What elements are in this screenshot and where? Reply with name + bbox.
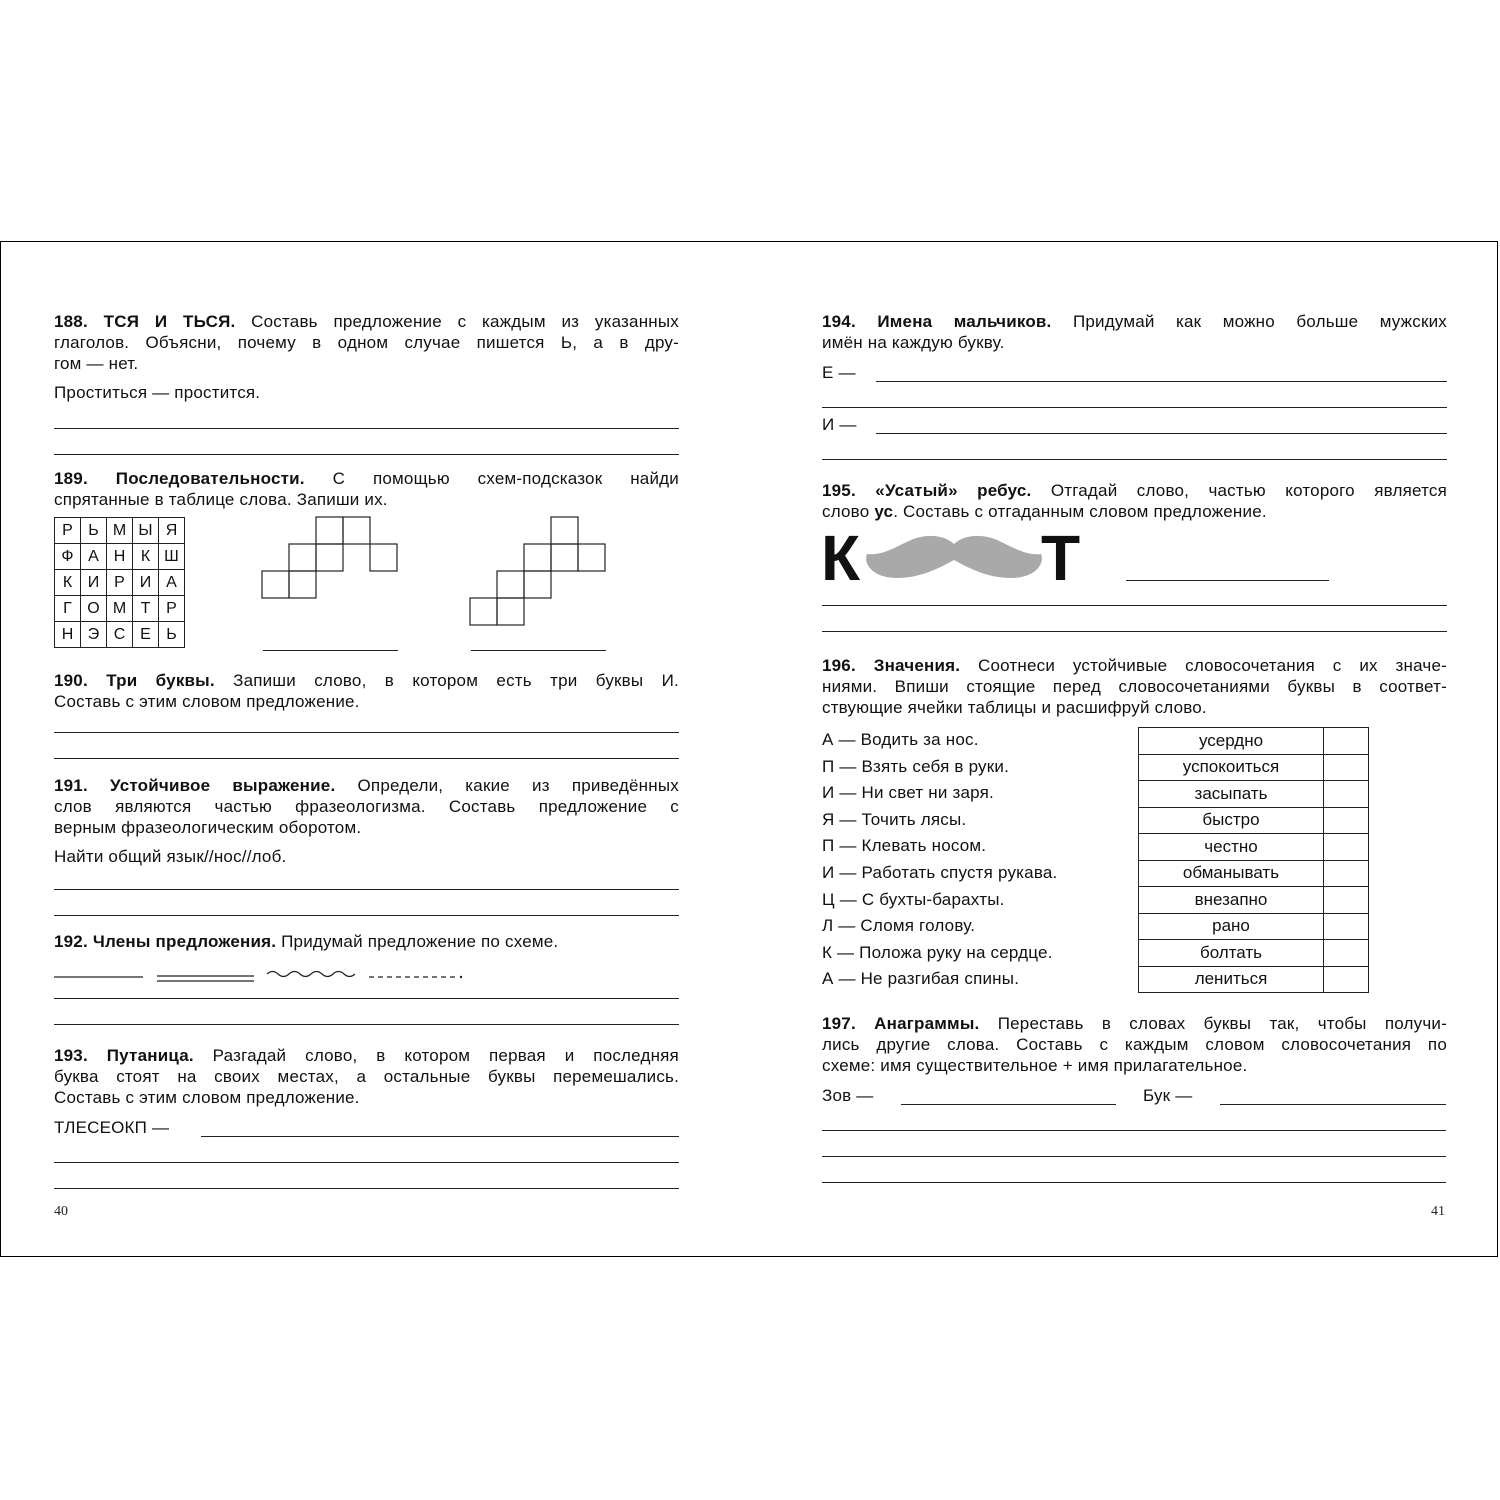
answer-line[interactable] <box>54 758 679 759</box>
exercise-example: Проститься — простится. <box>54 383 261 402</box>
exercise-188 <box>54 311 679 403</box>
exercise-text: схеме: имя существительное + имя прилагательное. <box>822 1056 1248 1075</box>
exercise-189 <box>54 468 679 510</box>
page-number: 41 <box>1431 1204 1445 1219</box>
exercise-196 <box>822 655 1447 718</box>
exercise-title: Анаграммы. <box>874 1014 980 1033</box>
answer-line[interactable] <box>876 433 1447 434</box>
mustache-icon <box>863 534 1045 582</box>
exercise-text: Придумай как можно больше мужских <box>1072 312 1447 331</box>
anagram-word: Зов — <box>822 1086 874 1105</box>
answer-line[interactable] <box>54 732 679 733</box>
grid-cell: Ш <box>159 544 185 570</box>
grid-row <box>55 518 185 544</box>
book-spread <box>0 241 1498 1257</box>
grid-cell: А <box>159 570 185 596</box>
meaning-cell: засыпать <box>1139 781 1324 808</box>
grid-cell: Ы <box>133 518 159 544</box>
table-row <box>1139 940 1369 967</box>
exercise-text: Переставь в словах буквы так, чтобы получи- <box>997 1014 1447 1033</box>
meaning-cell: лениться <box>1139 966 1324 993</box>
exercise-number: 188. <box>54 312 88 331</box>
exercise-text: спрятанные в таблице слова. Запиши их. <box>54 490 388 509</box>
answer-line[interactable] <box>201 1136 679 1137</box>
grid-row <box>55 622 185 648</box>
exercise-title: Значения. <box>873 656 961 675</box>
exercise-number: 197. <box>822 1014 856 1033</box>
answer-line[interactable] <box>822 1156 1446 1157</box>
answer-line[interactable] <box>263 650 398 651</box>
grid-cell: К <box>133 544 159 570</box>
grid-row <box>55 570 185 596</box>
table-row <box>1139 887 1369 914</box>
meaning-cell: болтать <box>1139 940 1324 967</box>
meaning-cell: успокоиться <box>1139 754 1324 781</box>
table-row <box>1139 966 1369 993</box>
grid-cell: Т <box>133 596 159 622</box>
grid-cell: Е <box>133 622 159 648</box>
page-number: 40 <box>54 1204 68 1219</box>
letter-answer-cell[interactable] <box>1324 754 1369 781</box>
grid-cell: С <box>107 622 133 648</box>
exercise-title: «Усатый» ребус. <box>875 481 1032 500</box>
exercise-number: 196. <box>822 656 856 675</box>
meaning-cell: честно <box>1139 834 1324 861</box>
answer-line[interactable] <box>1126 580 1329 581</box>
answer-line[interactable] <box>822 459 1447 460</box>
letter-answer-cell[interactable] <box>1324 887 1369 914</box>
exercise-title: Путаница. <box>106 1046 194 1065</box>
exercise-text: слов являются частью фразеологизма. Составь предложение с <box>54 797 679 816</box>
letter-answer-cell[interactable] <box>1324 940 1369 967</box>
grid-cell: Н <box>55 622 81 648</box>
table-row <box>1139 754 1369 781</box>
exercise-title: ТСЯ И ТЬСЯ. <box>103 312 236 331</box>
grid-cell: М <box>107 596 133 622</box>
grid-row <box>55 596 185 622</box>
phrase-item: Л — Сломя голову. <box>822 916 976 936</box>
exercise-text: . Составь с отгаданным словом предложение. <box>893 502 1267 521</box>
exercise-text: Соотнеси устойчивые словосочетания с их значе- <box>978 656 1447 675</box>
exercise-number: 193. <box>54 1046 88 1065</box>
exercise-example: Найти общий язык//нос//лоб. <box>54 847 287 866</box>
exercise-197 <box>822 1013 1447 1076</box>
grid-cell: Я <box>159 518 185 544</box>
answer-line[interactable] <box>822 605 1447 606</box>
letter-answer-cell[interactable] <box>1324 728 1369 755</box>
grid-cell: Ф <box>55 544 81 570</box>
answer-line[interactable] <box>471 650 606 651</box>
exercise-text: С помощью схем-подсказок найди <box>332 469 679 488</box>
exercise-text: Отгадай слово, частью которого является <box>1050 481 1447 500</box>
phrase-item: И — Работать спустя рукава. <box>822 863 1058 882</box>
exercise-text: Определи, какие из приведённых <box>357 776 679 795</box>
exercise-number: 192. <box>54 932 88 951</box>
letter-grid <box>54 517 185 648</box>
exercise-text: ствующие ячейки таблицы и расшифруй слово. <box>822 698 1207 717</box>
meaning-cell: внезапно <box>1139 887 1324 914</box>
exercise-title: Члены предложения. <box>92 932 277 951</box>
letter-label: И — <box>822 415 857 434</box>
answer-line[interactable] <box>54 1162 679 1163</box>
answer-line[interactable] <box>901 1104 1116 1105</box>
table-row <box>1139 913 1369 940</box>
exercise-number: 190. <box>54 671 88 690</box>
exercise-191 <box>54 775 679 867</box>
anagram-word: Бук — <box>1143 1086 1193 1105</box>
exercise-text: Составь предложение с каждым из указанных <box>251 312 679 331</box>
scrambled-word: ТЛЕСЕОКП — <box>54 1118 170 1137</box>
phrase-item: Ц — С бухты-барахты. <box>822 889 1005 909</box>
table-row <box>1139 728 1369 755</box>
letter-answer-cell[interactable] <box>1324 807 1369 834</box>
letter-answer-cell[interactable] <box>1324 966 1369 993</box>
exercise-number: 194. <box>822 312 856 331</box>
phrase-item: А — Не разгибая спины. <box>822 969 1020 989</box>
exercise-text: Разгадай слово, в котором первая и последняя <box>212 1046 679 1065</box>
exercise-194 <box>822 311 1447 353</box>
phrase-item: П — Клевать носом. <box>822 836 987 856</box>
grid-cell: А <box>81 544 107 570</box>
exercise-number: 195. <box>822 481 856 500</box>
meaning-cell: рано <box>1139 913 1324 940</box>
exercise-text: ниями. Впиши стоящие перед словосочетаниями буквы в соответ- <box>822 677 1447 696</box>
exercise-text: имён на каждую букву. <box>822 333 1005 352</box>
grid-cell: И <box>81 570 107 596</box>
answer-line[interactable] <box>1220 1104 1446 1105</box>
exercise-text: Составь с этим словом предложение. <box>54 1088 360 1107</box>
exercise-text: верным фразеологическим оборотом. <box>54 818 362 837</box>
answer-line[interactable] <box>54 1024 679 1025</box>
exercise-text: буква стоят на своих местах, а остальные буквы перемешались. <box>54 1067 679 1086</box>
answer-line[interactable] <box>54 998 679 999</box>
exercise-text: глаголов. Объясни, почему в одном случае пишется Ь, а в дру- <box>54 333 679 352</box>
exercise-190 <box>54 670 679 712</box>
exercise-195 <box>822 480 1447 522</box>
grid-cell: К <box>55 570 81 596</box>
table-row <box>1139 834 1369 861</box>
meaning-cell: обманывать <box>1139 860 1324 887</box>
letter-answer-cell[interactable] <box>1324 781 1369 808</box>
meaning-cell: усердно <box>1139 728 1324 755</box>
grid-cell: Э <box>81 622 107 648</box>
exercise-text: Придумай предложение по схеме. <box>281 932 559 951</box>
keyword: ус <box>874 502 894 521</box>
grid-cell: О <box>81 596 107 622</box>
letter-answer-cell[interactable] <box>1324 860 1369 887</box>
sentence-scheme <box>54 966 474 988</box>
grid-cell: Н <box>107 544 133 570</box>
answer-line[interactable] <box>822 1130 1446 1131</box>
grid-cell: Р <box>107 570 133 596</box>
rebus-letter-k: К <box>821 522 861 594</box>
exercise-number: 191. <box>54 776 88 795</box>
grid-row <box>55 544 185 570</box>
answer-line[interactable] <box>54 428 679 429</box>
phrase-item: Я — Точить лясы. <box>822 809 967 829</box>
phrase-item: И — Ни свет ни заря. <box>822 783 994 803</box>
grid-cell: Р <box>55 518 81 544</box>
letter-label: Е — <box>822 363 856 382</box>
letter-answer-cell[interactable] <box>1324 834 1369 861</box>
rebus-letter-t: Т <box>1041 522 1081 594</box>
exercise-text: слово <box>822 502 870 521</box>
scheme-wavy-line <box>267 972 355 977</box>
exercise-number: 189. <box>54 469 88 488</box>
answer-line[interactable] <box>54 454 679 455</box>
grid-cell: Г <box>55 596 81 622</box>
answer-line[interactable] <box>54 889 679 890</box>
grid-cell: Ь <box>159 622 185 648</box>
scheme-hint-2 <box>469 516 609 626</box>
phrase-item: К — Положа руку на сердце. <box>822 942 1053 962</box>
meaning-cell: быстро <box>1139 807 1324 834</box>
grid-cell: М <box>107 518 133 544</box>
exercise-text: Составь с этим словом предложение. <box>54 692 360 711</box>
exercise-title: Имена мальчиков. <box>877 312 1052 331</box>
phrase-item: П — Взять себя в руки. <box>822 756 1010 776</box>
answer-line[interactable] <box>822 631 1447 632</box>
letter-answer-cell[interactable] <box>1324 913 1369 940</box>
exercise-title: Устойчивое выражение. <box>110 776 336 795</box>
answer-line[interactable] <box>822 407 1447 408</box>
grid-cell: И <box>133 570 159 596</box>
grid-cell: Р <box>159 596 185 622</box>
meaning-table <box>1138 727 1369 993</box>
table-row <box>1139 781 1369 808</box>
exercise-text: лись другие слова. Составь с каждым словом словосочетания по <box>822 1035 1447 1054</box>
answer-line[interactable] <box>822 1182 1446 1183</box>
exercise-text: Запиши слово, в котором есть три буквы И. <box>233 671 679 690</box>
exercise-title: Три буквы. <box>106 671 215 690</box>
answer-line[interactable] <box>876 381 1447 382</box>
grid-cell: Ь <box>81 518 107 544</box>
exercise-title: Последовательности. <box>115 469 305 488</box>
exercise-text: гом — нет. <box>54 354 139 373</box>
table-row <box>1139 860 1369 887</box>
answer-line[interactable] <box>54 1188 679 1189</box>
exercise-192 <box>54 931 679 952</box>
scheme-hint-1 <box>261 516 401 626</box>
table-row <box>1139 807 1369 834</box>
answer-line[interactable] <box>54 915 679 916</box>
exercise-193 <box>54 1045 679 1108</box>
phrase-item: А — Водить за нос. <box>822 730 979 749</box>
